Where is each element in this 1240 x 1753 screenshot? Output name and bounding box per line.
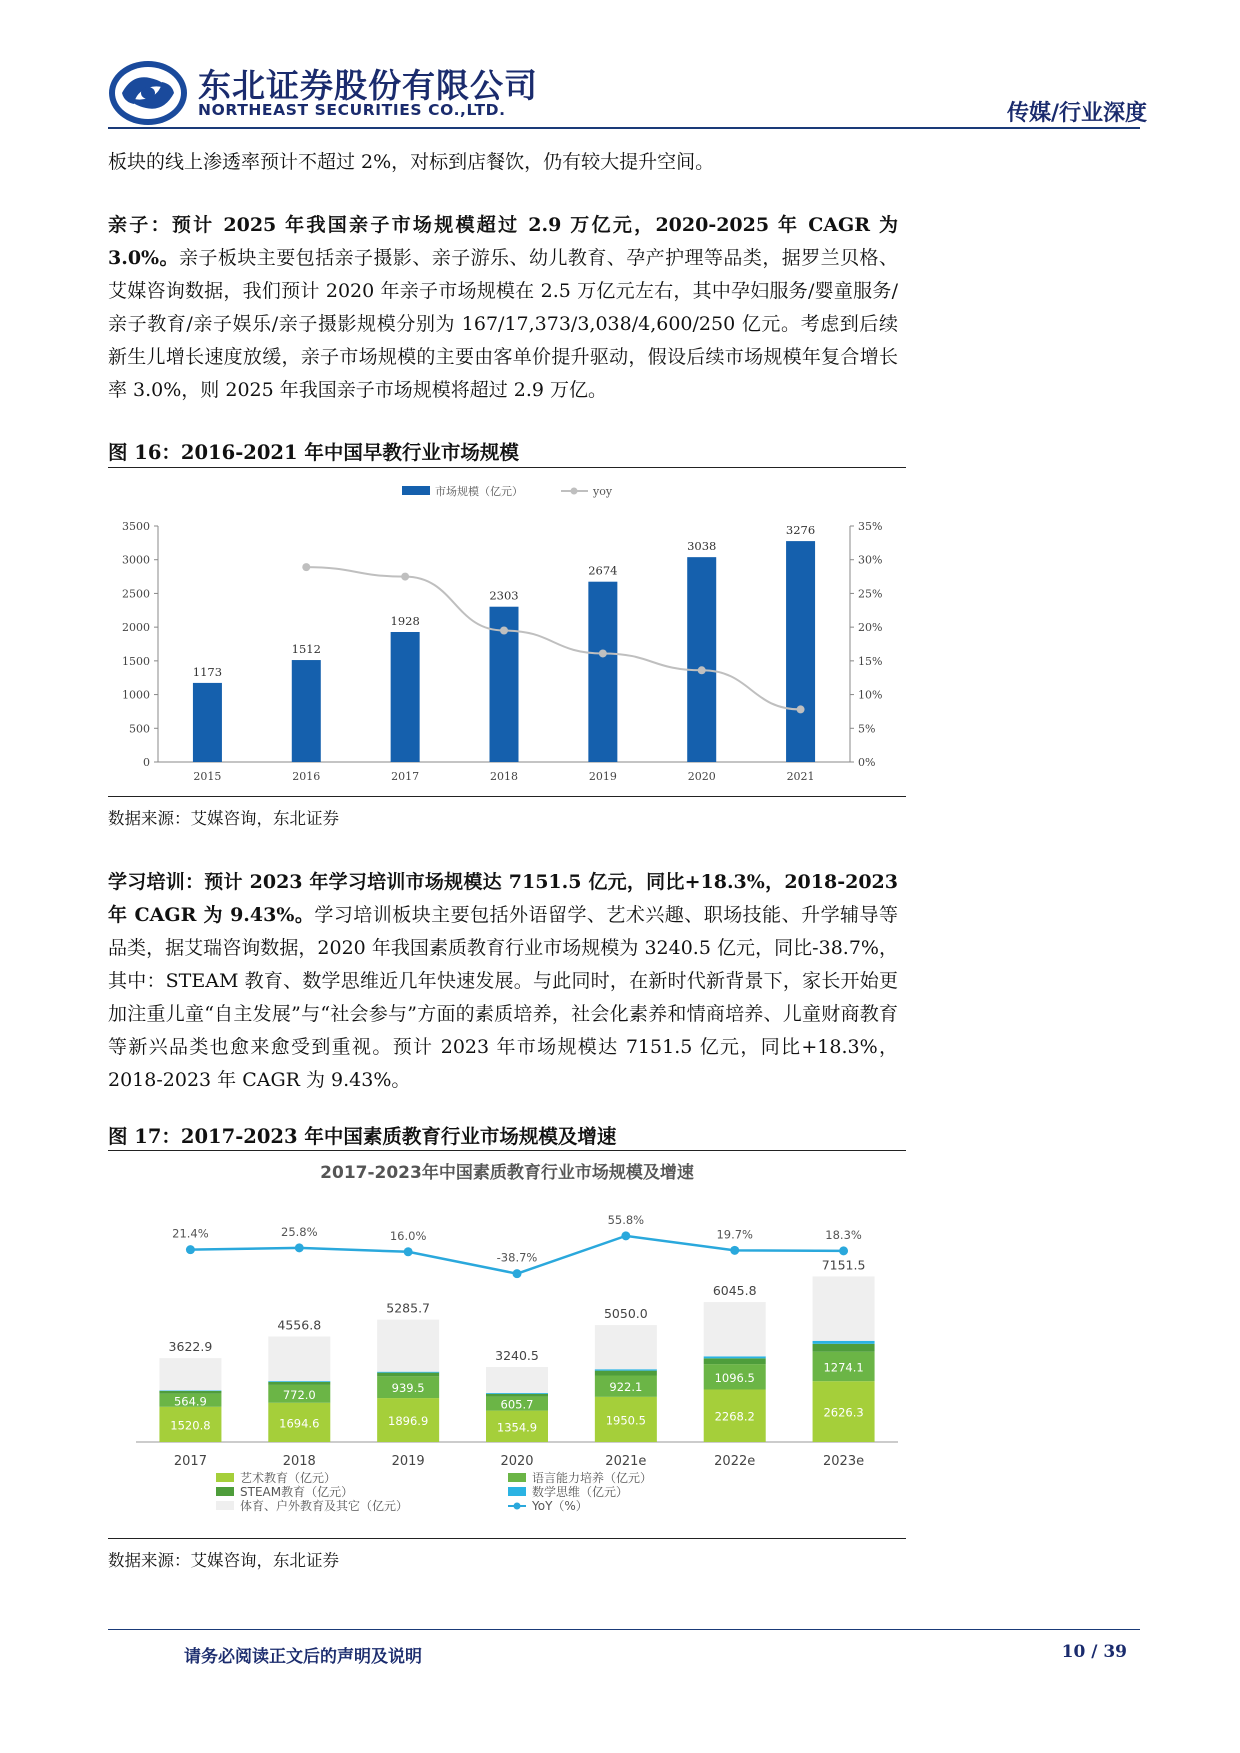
early-education-market-chart bbox=[108, 474, 906, 792]
y2-tick-label: 15% bbox=[858, 654, 883, 668]
segment-value-label: 772.0 bbox=[282, 1387, 316, 1402]
legend-swatch bbox=[508, 1473, 526, 1482]
total-value-label: 3240.5 bbox=[495, 1347, 539, 1363]
total-value-label: 4556.8 bbox=[277, 1317, 322, 1333]
bar-segment bbox=[268, 1382, 330, 1385]
yoy-point bbox=[302, 563, 310, 571]
company-name-en: NORTHEAST SECURITIES CO.,LTD. bbox=[198, 101, 506, 119]
x-tick-label: 2023e bbox=[823, 1454, 865, 1469]
y2-tick-label: 0% bbox=[858, 756, 876, 769]
segment-value-label: 1354.9 bbox=[496, 1420, 538, 1435]
total-value-label: 6045.8 bbox=[712, 1283, 757, 1299]
footer-disclaimer: 请务必阅读正文后的声明及说明 bbox=[184, 1647, 422, 1667]
y2-tick-label: 30% bbox=[858, 553, 883, 567]
bar-segment bbox=[377, 1373, 439, 1377]
bar-segment bbox=[268, 1381, 330, 1382]
legend-label: STEAM教育（亿元） bbox=[240, 1485, 354, 1499]
yoy-value-label: 21.4% bbox=[172, 1226, 209, 1241]
legend-swatch bbox=[508, 1487, 526, 1496]
yoy-point bbox=[698, 666, 706, 674]
figure-17-bottom-rule bbox=[108, 1538, 906, 1539]
bar-segment bbox=[813, 1341, 875, 1344]
figure-17-top-rule bbox=[108, 1150, 906, 1151]
bar-market-size bbox=[391, 632, 420, 762]
bar-value-label: 1173 bbox=[192, 664, 223, 679]
y-tick-label: 1000 bbox=[122, 688, 150, 702]
segment-value-label: 1520.8 bbox=[170, 1418, 211, 1433]
total-value-label: 3622.9 bbox=[168, 1339, 213, 1355]
y-tick-label: 3000 bbox=[122, 553, 150, 567]
x-tick-label: 2019 bbox=[391, 1454, 425, 1469]
y-tick-label: 3500 bbox=[122, 520, 150, 533]
legend-label: 体育、户外教育及其它（亿元） bbox=[240, 1499, 409, 1513]
bar-segment bbox=[704, 1302, 766, 1356]
x-tick-label: 2021e bbox=[605, 1454, 647, 1469]
legend-marker-yoy bbox=[571, 488, 578, 495]
yoy-point bbox=[730, 1246, 739, 1255]
bar-segment bbox=[486, 1393, 548, 1394]
yoy-point bbox=[401, 573, 409, 581]
report-category: 传媒/行业深度 bbox=[1006, 101, 1147, 126]
bar-market-size bbox=[193, 683, 222, 762]
quality-education-market-chart bbox=[108, 1156, 906, 1536]
x-tick-label: 2019 bbox=[588, 770, 617, 783]
yoy-point bbox=[500, 627, 508, 635]
segment-value-label: 1096.5 bbox=[714, 1370, 755, 1385]
bar-value-label: 1928 bbox=[390, 613, 420, 628]
bar-segment bbox=[486, 1367, 548, 1393]
y2-tick-label: 25% bbox=[858, 587, 883, 601]
bar-segment bbox=[813, 1344, 875, 1352]
chart-title: 2017-2023年中国素质教育行业市场规模及增速 bbox=[320, 1163, 694, 1183]
bar-segment bbox=[813, 1276, 875, 1340]
total-value-label: 5285.7 bbox=[386, 1300, 431, 1316]
legend-swatch-market-size bbox=[402, 486, 430, 495]
bar-value-label: 1512 bbox=[291, 642, 321, 657]
paragraph-online-penetration: 板块的线上渗透率预计不超过 2%，对标到店餐饮，仍有较大提升空间。 bbox=[108, 151, 715, 173]
yoy-point bbox=[797, 705, 805, 713]
x-tick-label: 2020 bbox=[687, 770, 716, 783]
bar-value-label: 2303 bbox=[489, 588, 519, 603]
legend-label-market-size: 市场规模（亿元） bbox=[435, 485, 523, 498]
bar-segment bbox=[159, 1358, 221, 1390]
bar-segment bbox=[595, 1371, 657, 1376]
paragraph-parenting-text: 亲子板块主要包括亲子摄影、亲子游乐、幼儿教育、孕产护理等品类，据罗兰贝格、艾媒咨询数据，我们预计 2020 年亲子市场规模在 2.5 万亿元左右，其中孕妇服务/婴童服务/亲子教育/亲子娱乐/亲子摄影规模分别为 167/17,373/3,038/4,600/250 亿元。考虑到后续新生儿增长速度放缓，亲子市场规模的主要由客单价提升驱动，假设后续市场规模年复合增长率 3.0%，则 2025 年我国亲子市场规模将超过 2.9 万亿。 bbox=[108, 247, 898, 401]
figure-17-title: 图 17：2017-2023 年中国素质教育行业市场规模及增速 bbox=[108, 1125, 617, 1148]
figure-16-title: 图 16：2016-2021 年中国早教行业市场规模 bbox=[108, 441, 519, 464]
segment-value-label: 939.5 bbox=[391, 1381, 425, 1396]
bar-segment bbox=[595, 1325, 657, 1369]
company-name-cn: 东北证券股份有限公司 bbox=[198, 66, 538, 105]
legend-label: 语言能力培养（亿元） bbox=[532, 1471, 653, 1485]
segment-value-label: 1896.9 bbox=[388, 1414, 429, 1429]
legend-swatch bbox=[216, 1487, 234, 1496]
figure-16-bottom-rule bbox=[108, 796, 906, 797]
x-tick-label: 2017 bbox=[173, 1454, 207, 1469]
legend-swatch bbox=[216, 1501, 234, 1510]
y-tick-label: 500 bbox=[129, 722, 150, 736]
y-tick-label: 2000 bbox=[122, 621, 150, 635]
bar-market-size bbox=[786, 541, 815, 762]
paragraph-training bbox=[108, 866, 898, 1097]
total-value-label: 5050.0 bbox=[603, 1306, 648, 1322]
x-tick-label: 2018 bbox=[282, 1454, 316, 1469]
segment-value-label: 605.7 bbox=[500, 1397, 534, 1412]
legend-marker bbox=[514, 1503, 521, 1510]
y-tick-label: 1500 bbox=[122, 654, 150, 668]
yoy-value-label: 18.3% bbox=[825, 1227, 862, 1242]
bar-segment bbox=[159, 1390, 221, 1391]
yoy-point bbox=[404, 1247, 413, 1256]
yoy-line bbox=[306, 567, 800, 709]
yoy-value-label: 55.8% bbox=[607, 1212, 645, 1227]
bar-segment bbox=[486, 1394, 548, 1397]
y2-tick-label: 20% bbox=[858, 621, 883, 635]
figure-17-source: 数据来源：艾媒咨询，东北证券 bbox=[108, 1551, 339, 1570]
x-tick-label: 2017 bbox=[391, 770, 420, 783]
yoy-point bbox=[599, 649, 607, 657]
segment-value-label: 1694.6 bbox=[279, 1416, 320, 1431]
yoy-value-label: 16.0% bbox=[389, 1228, 427, 1243]
x-tick-label: 2018 bbox=[490, 770, 518, 783]
bar-value-label: 2674 bbox=[588, 563, 618, 578]
header-divider bbox=[108, 127, 1140, 129]
segment-value-label: 2626.3 bbox=[823, 1405, 864, 1420]
y-tick-label: 2500 bbox=[122, 587, 150, 601]
x-tick-label: 2021 bbox=[786, 770, 815, 783]
legend-label-yoy: yoy bbox=[593, 485, 613, 498]
yoy-point bbox=[295, 1243, 304, 1252]
x-tick-label: 2022e bbox=[714, 1454, 756, 1469]
total-value-label: 7151.5 bbox=[821, 1257, 866, 1273]
paragraph-parenting-lead: 亲子：预计 2025 年我国亲子市场规模超过 2.9 万亿元，2020-2025 年 CAGR 为 3.0%。 bbox=[108, 214, 898, 269]
page-number: 10 / 39 bbox=[1061, 1642, 1127, 1662]
x-tick-label: 2015 bbox=[193, 770, 222, 783]
figure-16-top-rule bbox=[108, 467, 906, 468]
yoy-point bbox=[621, 1231, 630, 1240]
bar-segment bbox=[704, 1356, 766, 1358]
yoy-value-label: 19.7% bbox=[716, 1227, 753, 1242]
footer-divider bbox=[108, 1629, 1140, 1630]
bar-value-label: 3038 bbox=[687, 539, 717, 554]
northeast-securities-logo-icon bbox=[108, 60, 188, 126]
yoy-point bbox=[186, 1245, 195, 1254]
bar-market-size bbox=[292, 660, 321, 762]
bar-segment bbox=[704, 1358, 766, 1364]
segment-value-label: 922.1 bbox=[609, 1380, 643, 1395]
paragraph-training-text: 学习培训板块主要包括外语留学、艺术兴趣、职场技能、升学辅导等品类，据艾瑞咨询数据，2020 年我国素质教育行业市场规模为 3240.5 亿元，同比-38.7%，其中：STEAM 教育、数学思维近几年快速发展。与此同时，在新时代新背景下，家长开始更加注重儿童“自主发展”与“社会参与”方面的素质培养，社会化素养和情商培养、儿童财商教育等新兴品类也愈来愈受到重视。预计 2023 年市场规模达 7151.5 亿元，同比+18.3%，2018-2023 年 CAGR 为 9.43%。 bbox=[108, 904, 898, 1091]
y2-tick-label: 35% bbox=[858, 520, 883, 533]
yoy-value-label: 25.8% bbox=[281, 1224, 318, 1239]
legend-label: 艺术教育（亿元） bbox=[240, 1471, 337, 1485]
segment-value-label: 2268.2 bbox=[714, 1409, 755, 1424]
yoy-point bbox=[839, 1246, 848, 1255]
bar-segment bbox=[377, 1372, 439, 1373]
bar-segment bbox=[595, 1369, 657, 1370]
segment-value-label: 1274.1 bbox=[823, 1360, 864, 1375]
legend-swatch bbox=[216, 1473, 234, 1482]
bar-value-label: 3276 bbox=[785, 523, 816, 538]
bar-market-size bbox=[687, 557, 716, 762]
bar-market-size bbox=[588, 582, 617, 762]
y-tick-label: 0 bbox=[143, 756, 150, 769]
legend-label: YoY（%） bbox=[532, 1499, 588, 1513]
paragraph-parenting bbox=[108, 209, 898, 407]
bar-segment bbox=[268, 1337, 330, 1382]
legend-label: 数学思维（亿元） bbox=[532, 1485, 629, 1499]
y2-tick-label: 10% bbox=[858, 688, 883, 702]
segment-value-label: 564.9 bbox=[173, 1394, 207, 1409]
segment-value-label: 1950.5 bbox=[605, 1413, 646, 1428]
x-tick-label: 2020 bbox=[500, 1454, 534, 1469]
yoy-point bbox=[513, 1269, 522, 1278]
bar-segment bbox=[377, 1320, 439, 1372]
x-tick-label: 2016 bbox=[292, 770, 321, 783]
paragraph-training-lead: 学习培训：预计 2023 年学习培训市场规模达 7151.5 亿元，同比+18.3%，2018-2023 年 CAGR 为 9.43%。 bbox=[108, 871, 898, 926]
yoy-value-label: -38.7% bbox=[496, 1250, 538, 1265]
figure-16-source: 数据来源：艾媒咨询，东北证券 bbox=[108, 809, 339, 828]
y2-tick-label: 5% bbox=[858, 722, 876, 736]
